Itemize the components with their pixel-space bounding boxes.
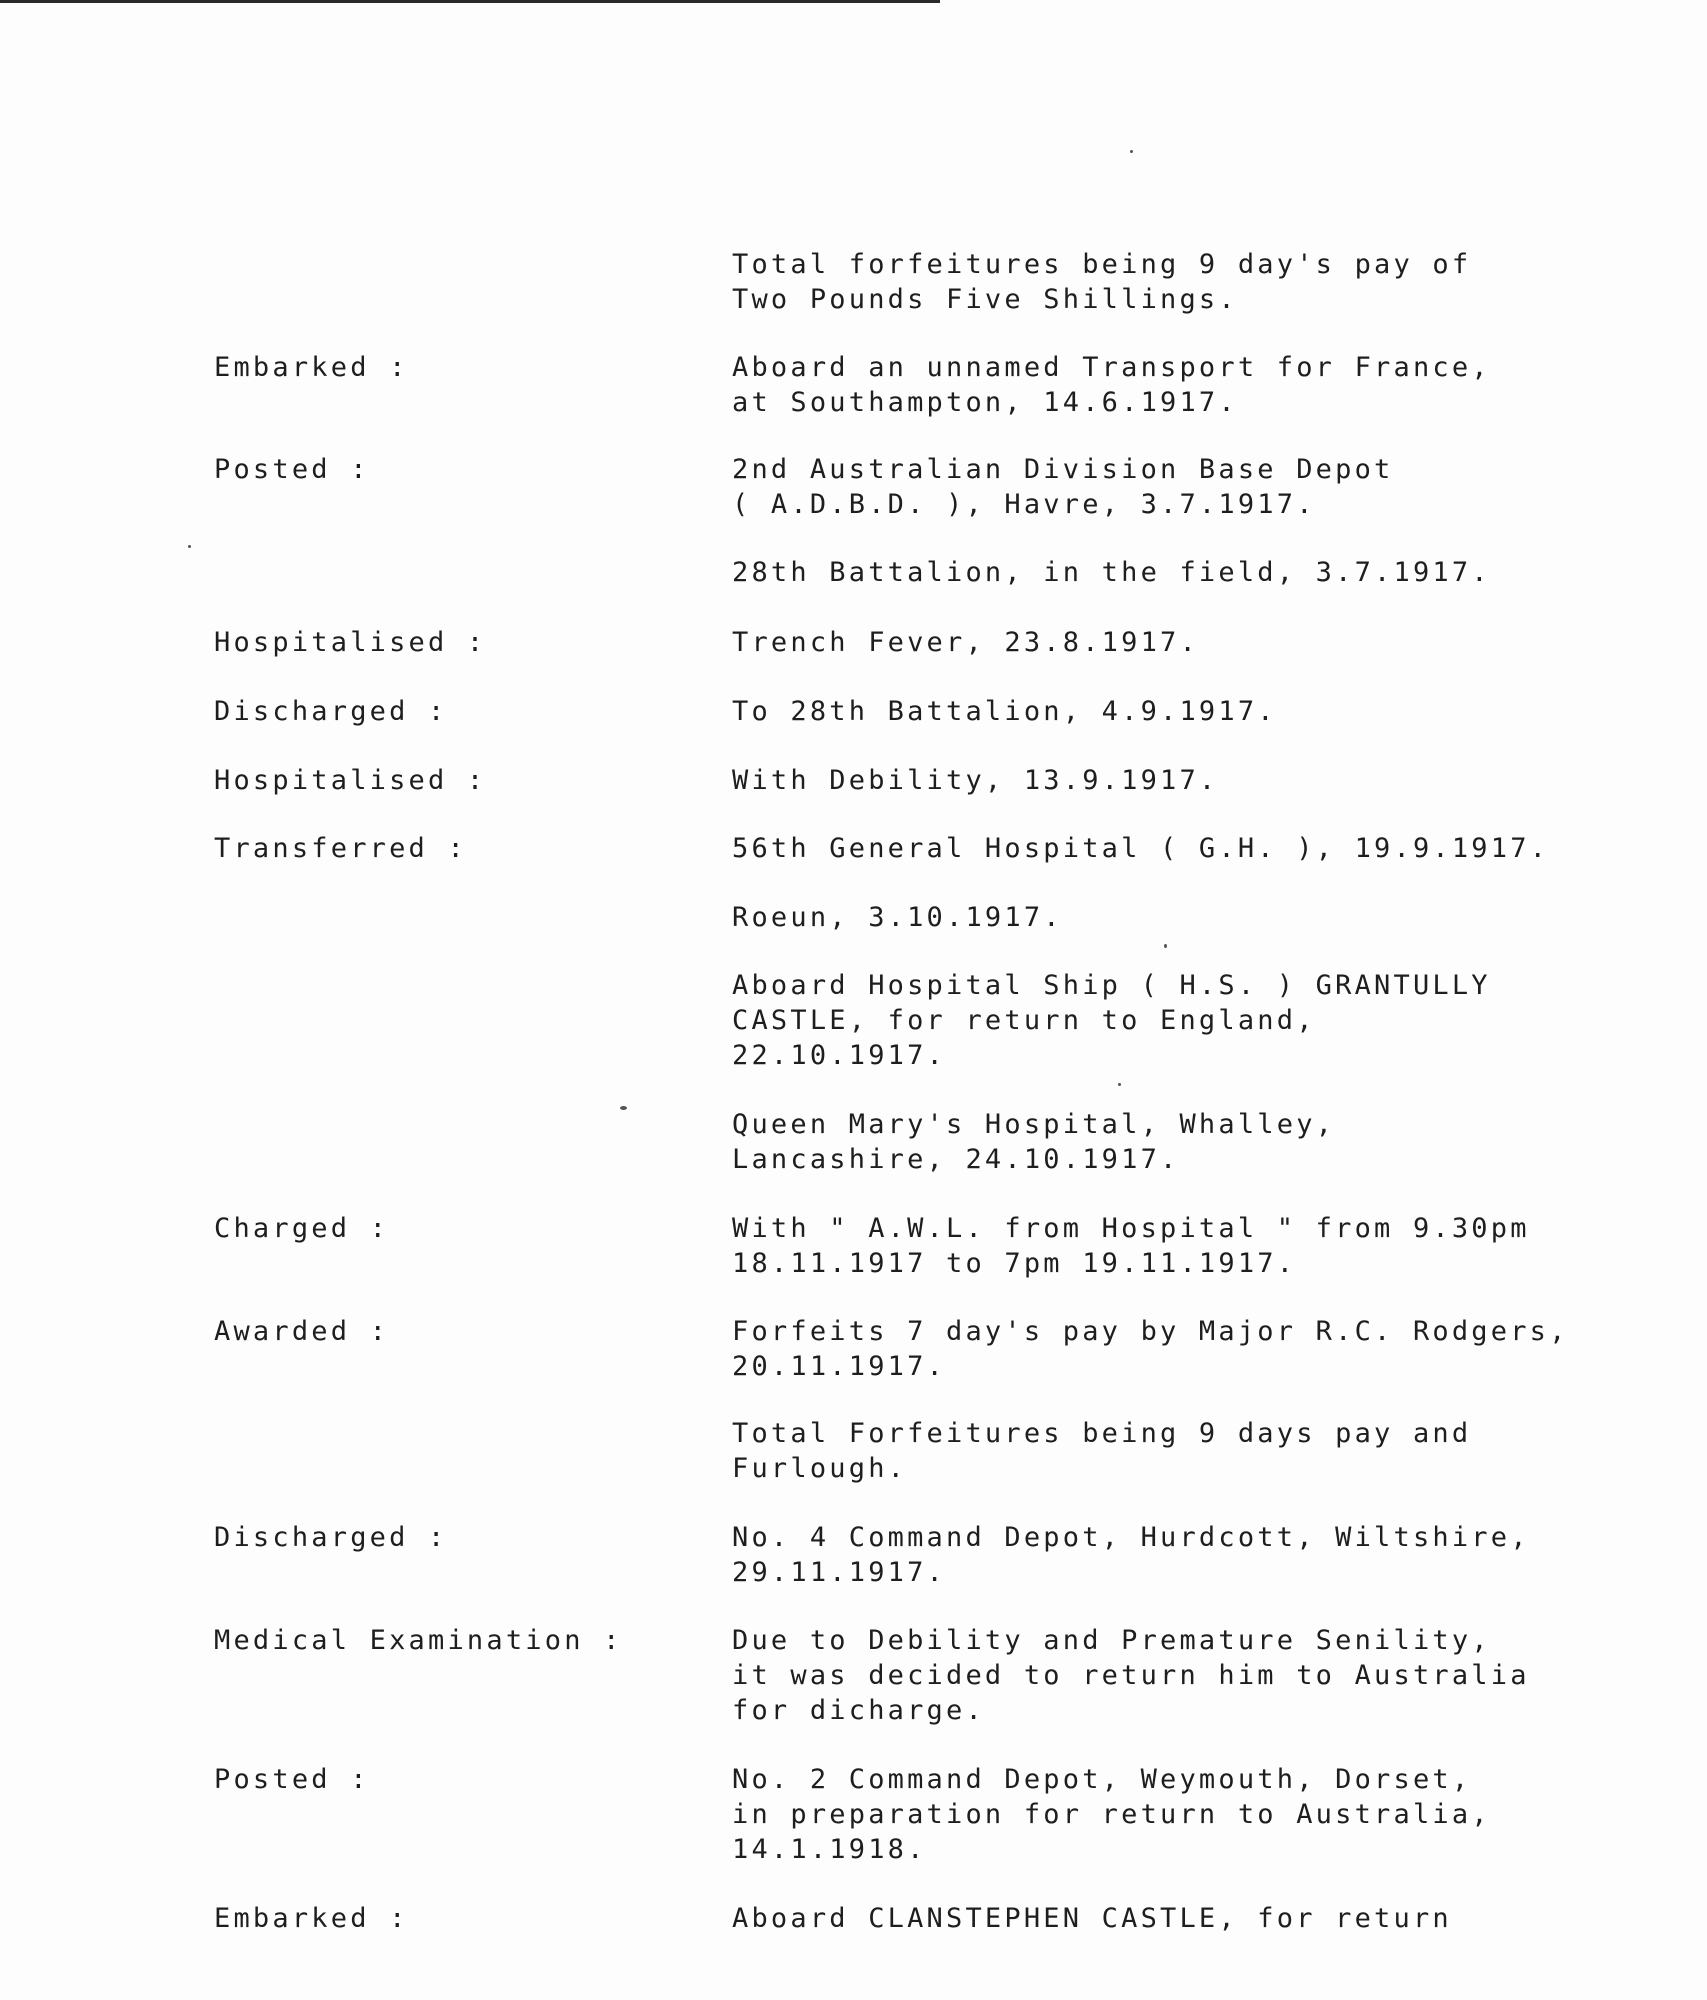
- entry-line: Total forfeitures being 9 day's pay of: [732, 249, 1472, 280]
- entry-label: Discharged :: [214, 696, 448, 727]
- entry-label: Hospitalised :: [214, 627, 487, 658]
- entry-text: [732, 1416, 1471, 1486]
- entry-line: Aboard CLANSTEPHEN CASTLE, for return: [732, 1903, 1452, 1934]
- entry-text: [732, 1520, 1530, 1590]
- entry-text: [732, 555, 1491, 590]
- entry-label: Embarked :: [214, 1903, 409, 1934]
- entry-label: Medical Examination :: [214, 1625, 623, 1656]
- entry-text: [732, 763, 1218, 798]
- entry-line: in preparation for return to Australia,: [732, 1799, 1491, 1830]
- entry-text: [732, 1623, 1530, 1728]
- entry-line: at Southampton, 14.6.1917.: [732, 387, 1238, 418]
- entry-line: No. 2 Command Depot, Weymouth, Dorset,: [732, 1764, 1472, 1795]
- entry-line: Queen Mary's Hospital, Whalley,: [732, 1109, 1336, 1140]
- entry-line: CASTLE, for return to England,: [732, 1005, 1316, 1036]
- entry-line: 20.11.1917.: [732, 1351, 947, 1382]
- entry-label: Transferred :: [214, 833, 467, 864]
- entry-line: 29.11.1917.: [732, 1557, 947, 1588]
- entry-label: Awarded :: [214, 1316, 390, 1347]
- entry-line: Two Pounds Five Shillings.: [732, 284, 1238, 315]
- entry-line: 22.10.1917.: [732, 1040, 947, 1071]
- entry-text: [732, 625, 1199, 660]
- entry-text: [732, 350, 1491, 420]
- entry-label: Hospitalised :: [214, 765, 487, 796]
- entry-line: Furlough.: [732, 1453, 908, 1484]
- entry-label: Posted :: [214, 454, 370, 485]
- entry-line: Aboard Hospital Ship ( H.S. ) GRANTULLY: [732, 970, 1491, 1001]
- entry-line: To 28th Battalion, 4.9.1917.: [732, 696, 1277, 727]
- entry-text: [732, 1314, 1569, 1384]
- entry-label: Charged :: [214, 1213, 390, 1244]
- entry-line: 56th General Hospital ( G.H. ), 19.9.1917.: [732, 833, 1550, 864]
- entry-text: [732, 452, 1393, 522]
- speck: [620, 1106, 627, 1110]
- speck: [1118, 1083, 1121, 1086]
- entry-line: 2nd Australian Division Base Depot: [732, 454, 1394, 485]
- speck: [1130, 150, 1133, 153]
- entry-text: [732, 1762, 1491, 1867]
- entry-line: 18.11.1917 to 7pm 19.11.1917.: [732, 1248, 1297, 1279]
- entry-line: ( A.D.B.D. ), Havre, 3.7.1917.: [732, 489, 1316, 520]
- entry-line: Aboard an unnamed Transport for France,: [732, 352, 1491, 383]
- entry-line: No. 4 Command Depot, Hurdcott, Wiltshire,: [732, 1522, 1530, 1553]
- entry-line: Due to Debility and Premature Senility,: [732, 1625, 1491, 1656]
- entry-line: Forfeits 7 day's pay by Major R.C. Rodgers,: [732, 1316, 1569, 1347]
- entry-text: [732, 247, 1471, 317]
- entry-line: 14.1.1918.: [732, 1834, 927, 1865]
- entry-text: [732, 694, 1277, 729]
- entry-text: [732, 900, 1063, 935]
- entry-line: Lancashire, 24.10.1917.: [732, 1144, 1180, 1175]
- entry-line: With Debility, 13.9.1917.: [732, 765, 1219, 796]
- entry-line: Total Forfeitures being 9 days pay and: [732, 1418, 1472, 1449]
- speck: [188, 545, 191, 548]
- entry-line: Roeun, 3.10.1917.: [732, 902, 1063, 933]
- entry-label: Posted :: [214, 1764, 370, 1795]
- entry-line: it was decided to return him to Australia: [732, 1660, 1530, 1691]
- entry-line: for dicharge.: [732, 1695, 985, 1726]
- entry-line: Trench Fever, 23.8.1917.: [732, 627, 1199, 658]
- entry-line: With " A.W.L. from Hospital " from 9.30pm: [732, 1213, 1530, 1244]
- entry-text: [732, 968, 1491, 1073]
- speck: [1164, 944, 1167, 948]
- entry-text: [732, 1211, 1530, 1281]
- entry-line: 28th Battalion, in the field, 3.7.1917.: [732, 557, 1491, 588]
- entry-label: Embarked :: [214, 352, 409, 383]
- entry-label: Discharged :: [214, 1522, 448, 1553]
- entry-text: [732, 1901, 1452, 1936]
- top-rule: [0, 0, 940, 3]
- entry-text: [732, 1107, 1335, 1177]
- entry-text: [732, 831, 1549, 866]
